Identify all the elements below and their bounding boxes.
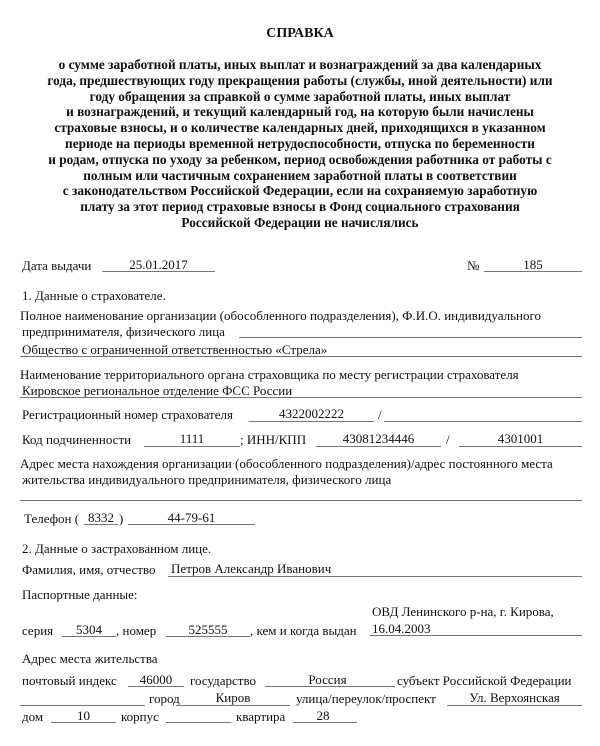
document-title: СПРАВКА xyxy=(266,26,334,41)
region-label: субъект Российской Федерации xyxy=(397,673,572,688)
passport-number-field[interactable]: 525555 xyxy=(188,622,228,637)
subtitle-line: о сумме заработной платы, иных выплат и вознаграждений за два календарных xyxy=(58,57,542,72)
apartment-label: квартира xyxy=(236,709,286,724)
fio-label: Фамилия, имя, отчество xyxy=(22,562,156,577)
subordination-field[interactable]: 1111 xyxy=(179,431,205,446)
reg-number-underline-2 xyxy=(384,421,582,422)
passport-label: Паспортные данные: xyxy=(22,587,138,602)
house-field[interactable]: 10 xyxy=(77,708,90,723)
passport-number-label: , номер xyxy=(116,623,157,638)
phone-code-field[interactable]: 8332 xyxy=(88,510,114,525)
address-underline xyxy=(20,500,582,501)
subtitle-line: года, предшествующих году прекращения работы (службы, иной деятельности) или xyxy=(47,72,553,88)
series-label: серия xyxy=(22,623,54,638)
subtitle-line: и родам, отпуска по уходу за ребенком, период освобождения работника от работы с xyxy=(48,151,552,167)
series-field[interactable]: 5304 xyxy=(76,622,102,637)
postal-label: почтовый индекс xyxy=(22,673,117,688)
phone-number-field[interactable]: 44-79-61 xyxy=(167,510,216,525)
residence-label: Адрес места жительства xyxy=(22,651,158,666)
house-label: дом xyxy=(22,709,44,724)
subtitle-line: полным или частичным сохранением заработной платы в соответствии xyxy=(83,167,517,183)
issued-field-line2[interactable]: 16.04.2003 xyxy=(372,621,431,636)
subtitle-line: с законодательством Российской Федерации, если на сохраняемую заработную xyxy=(62,183,538,199)
country-label: государство xyxy=(190,673,256,688)
address-label-line2: жительства индивидуального предпринимателя, физического лица xyxy=(22,472,392,487)
phone-close-paren: ) xyxy=(119,511,124,526)
street-field[interactable]: Ул. Верхоянская xyxy=(469,690,560,705)
org-name-underline-2 xyxy=(20,356,582,357)
subtitle-line: плату за этот период страховые взносы в Фонд социального страхования xyxy=(80,199,520,215)
kpp-field[interactable]: 4301001 xyxy=(497,431,544,446)
org-name-label xyxy=(20,308,580,324)
org-name-label-line1: Полное наименование организации (обособленного подразделения), Ф.И.О. индивидуального xyxy=(20,308,542,323)
apartment-field[interactable]: 28 xyxy=(316,708,330,723)
inn-kpp-label: ; ИНН/КПП xyxy=(240,432,307,447)
building-underline xyxy=(166,722,231,723)
reg-number-slash: / xyxy=(378,407,382,422)
org-name-underline-1 xyxy=(239,337,582,338)
inn-field[interactable]: 43081234446 xyxy=(342,431,415,446)
subtitle-line: страховые взносы, и о количестве календарных дней, приходящихся в указанном xyxy=(54,120,546,136)
territorial-underline xyxy=(20,397,582,398)
issue-number-field[interactable]: 185 xyxy=(523,257,543,272)
subtitle-line: периоде на периоды временной нетрудоспособности, отпуска по беременности xyxy=(65,135,535,151)
org-name-field[interactable]: Общество с ограниченной ответственностью «Стрела» xyxy=(22,342,328,357)
country-field[interactable]: Россия xyxy=(308,672,347,687)
reg-number-field[interactable]: 4322002222 xyxy=(279,406,344,421)
region-underline xyxy=(20,705,145,706)
issue-date-field[interactable]: 25.01.2017 xyxy=(129,257,188,272)
territorial-field[interactable]: Кировское региональное отделение ФСС России xyxy=(22,383,293,398)
reg-number-label: Регистрационный номер страхователя xyxy=(22,407,233,422)
city-field[interactable]: Киров xyxy=(215,690,251,705)
issued-underline xyxy=(370,635,582,636)
subordination-label: Код подчиненности xyxy=(22,432,132,447)
issue-number-label: № xyxy=(467,258,480,273)
territorial-label: Наименование территориального органа страховщика по месту регистрации страхователя xyxy=(20,367,519,382)
phone-label: Телефон ( xyxy=(24,511,80,526)
subtitle-line: Российской Федерации не начислялись xyxy=(181,214,419,230)
inn-kpp-slash: / xyxy=(446,432,450,447)
section2-heading: 2. Данные о застрахованном лице. xyxy=(22,541,212,556)
issued-label: , кем и когда выдан xyxy=(250,623,357,638)
address-label-line1: Адрес места нахождения организации (обособленного подразделения)/адрес постоянного места xyxy=(20,456,553,471)
street-label: улица/переулок/проспект xyxy=(296,691,436,706)
subtitle-line: году обращения за справкой о сумме заработной платы, иных выплат xyxy=(89,88,511,104)
issue-date-label: Дата выдачи xyxy=(22,258,92,273)
address-label xyxy=(20,456,580,472)
city-label: город xyxy=(149,691,180,706)
issued-field-line1[interactable]: ОВД Ленинского р-на, г. Кирова, xyxy=(372,604,554,619)
postal-field[interactable]: 46000 xyxy=(139,672,173,687)
org-name-label-line2: предпринимателя, физического лица xyxy=(22,324,225,339)
section1-heading: 1. Данные о страхователе. xyxy=(22,288,166,303)
building-label: корпус xyxy=(121,709,159,724)
fio-field[interactable]: Петров Александр Иванович xyxy=(171,561,332,576)
document-subtitle xyxy=(10,57,590,231)
subtitle-line: и вознаграждений, и текущий календарный год, на которую были начислены xyxy=(66,104,534,120)
